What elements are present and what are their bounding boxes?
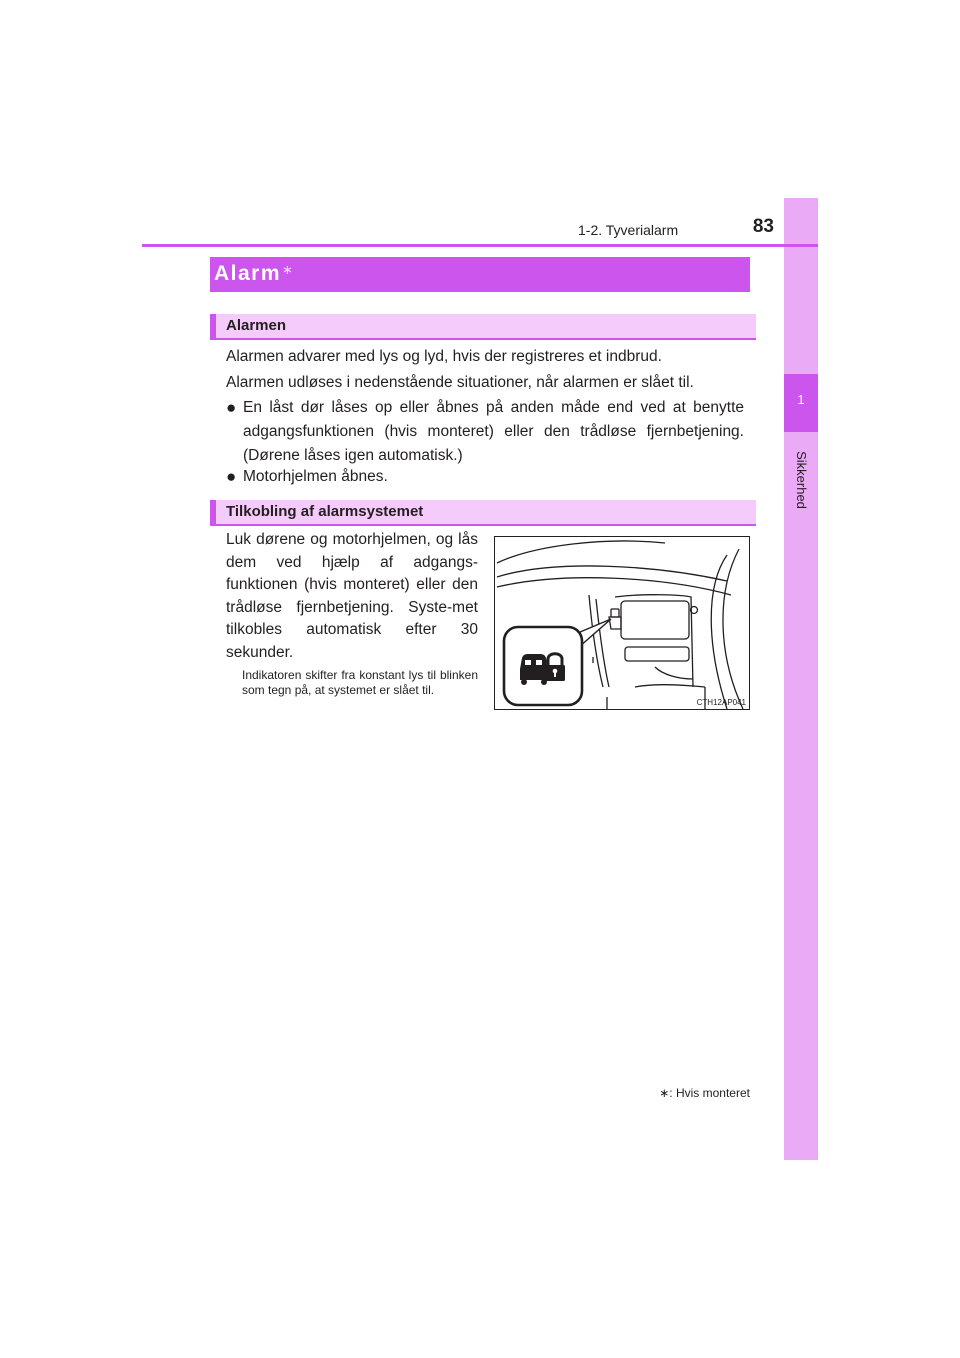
bullet-item <box>226 465 744 489</box>
page-title-text: Alarm <box>214 262 282 285</box>
chapter-name: Sikkerhed <box>794 451 809 509</box>
footnote-text: : Hvis monteret <box>669 1086 750 1100</box>
chapter-number: 1 <box>797 392 805 407</box>
section-heading-text: Tilkobling af alarmsystemet <box>226 503 424 520</box>
paragraph: Alarmen udløses i nedenstående situationer, når alarmen er slået til. <box>226 374 694 391</box>
dashboard-drawing <box>495 537 750 710</box>
note-text: Indikatoren skifter fra konstant lys til blinken som tegn på, at systemet er slået til. <box>242 668 478 697</box>
bullet-text: Motorhjelmen åbnes. <box>243 468 388 485</box>
section-heading-alarmen <box>210 314 756 340</box>
bullet-item <box>226 396 744 468</box>
dashboard-illustration <box>494 536 750 710</box>
footnote-marker: ∗ <box>659 1086 670 1100</box>
title-asterisk: ∗ <box>282 262 293 277</box>
page-title <box>214 262 293 286</box>
section-heading-tilkobling <box>210 500 756 526</box>
header-rule <box>142 244 818 247</box>
body-text: Luk dørene og motorhjelmen, og lås dem ved hjælp af adgangs-funktionen (hvis monteret) eller den trådløse fjernbetjening. Syste-met tilkobles automatisk efter 30 sekunder. <box>226 531 478 661</box>
figure-code: CTH12AP041 <box>696 698 746 707</box>
paragraph: Alarmen advarer med lys og lyd, hvis der registreres et indbrud. <box>226 348 662 365</box>
side-tab-strip <box>784 198 818 1160</box>
footnote <box>600 1086 750 1100</box>
bullet-text: En låst dør låses op eller åbnes på anden måde end ved at benytte adgangsfunktionen (hvis monteret) eller den trådløse fjernbetjening. (Dørene låses igen automatisk.) <box>243 399 744 464</box>
bullet-dot: ● <box>226 467 237 486</box>
running-header: 1-2. Tyverialarm <box>578 222 679 238</box>
bullet-dot: ● <box>226 398 237 417</box>
section-heading-text: Alarmen <box>226 317 287 334</box>
page-number: 83 <box>752 216 774 237</box>
